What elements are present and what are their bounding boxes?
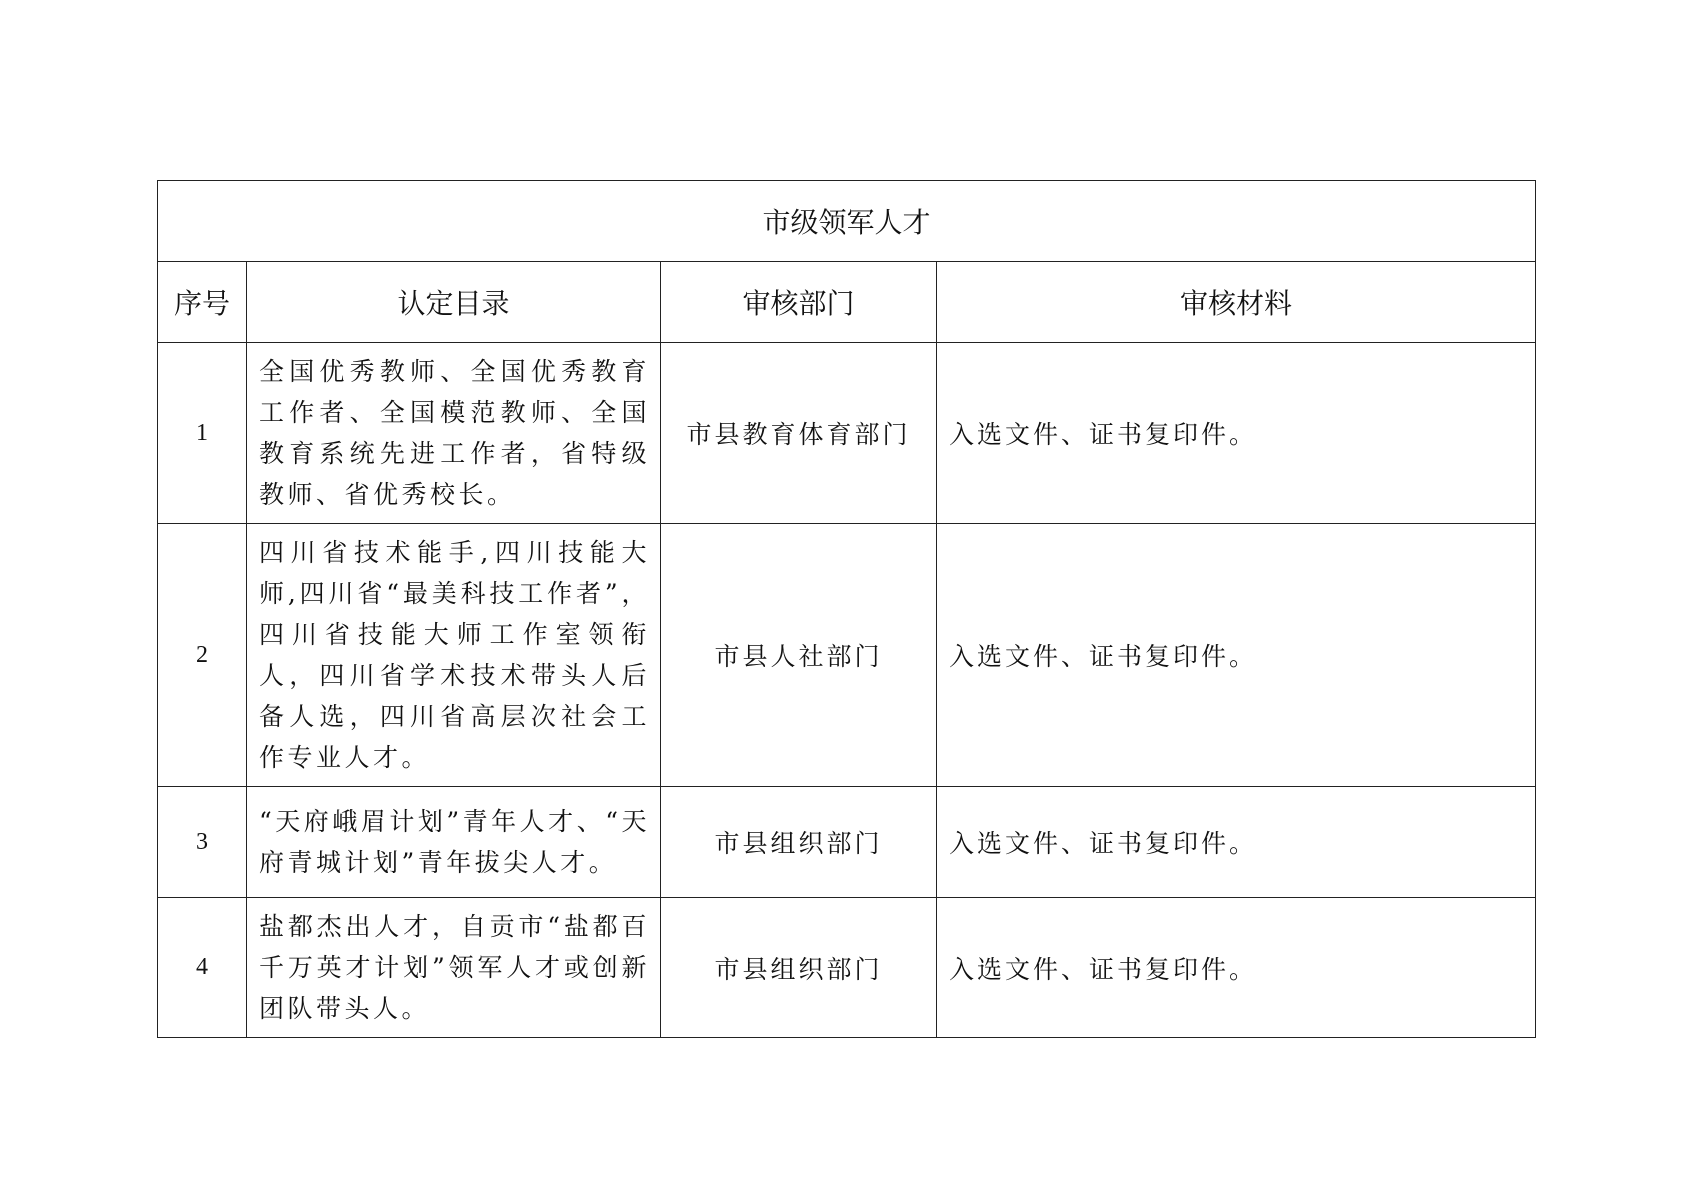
row-catalog: 四川省技术能手,四川技能大师,四川省“最美科技工作者”，四川省技能大师工作室领衔人，四川省学术技术带头人后备人选，四川省高层次社会工作专业人才。 <box>247 524 661 787</box>
row-department: 市县组织部门 <box>661 898 937 1038</box>
header-index: 序号 <box>158 262 247 343</box>
row-materials: 入选文件、证书复印件。 <box>937 787 1536 898</box>
row-index: 2 <box>158 524 247 787</box>
row-materials: 入选文件、证书复印件。 <box>937 898 1536 1038</box>
table-row <box>158 343 1536 524</box>
row-catalog: “天府峨眉计划”青年人才、“天府青城计划”青年拔尖人才。 <box>247 787 661 898</box>
table-row <box>158 787 1536 898</box>
talent-table <box>157 180 1536 1038</box>
header-catalog: 认定目录 <box>247 262 661 343</box>
row-department: 市县组织部门 <box>661 787 937 898</box>
header-department: 审核部门 <box>661 262 937 343</box>
table-title-row <box>158 181 1536 262</box>
table-row <box>158 524 1536 787</box>
row-materials: 入选文件、证书复印件。 <box>937 524 1536 787</box>
row-index: 3 <box>158 787 247 898</box>
row-index: 4 <box>158 898 247 1038</box>
row-department: 市县人社部门 <box>661 524 937 787</box>
header-materials: 审核材料 <box>937 262 1536 343</box>
row-materials: 入选文件、证书复印件。 <box>937 343 1536 524</box>
row-catalog: 盐都杰出人才，自贡市“盐都百千万英才计划”领军人才或创新团队带头人。 <box>247 898 661 1038</box>
table-title: 市级领军人才 <box>158 181 1536 262</box>
row-catalog: 全国优秀教师、全国优秀教育工作者、全国模范教师、全国教育系统先进工作者，省特级教师、省优秀校长。 <box>247 343 661 524</box>
row-index: 1 <box>158 343 247 524</box>
table-header-row <box>158 262 1536 343</box>
row-department: 市县教育体育部门 <box>661 343 937 524</box>
table-row <box>158 898 1536 1038</box>
